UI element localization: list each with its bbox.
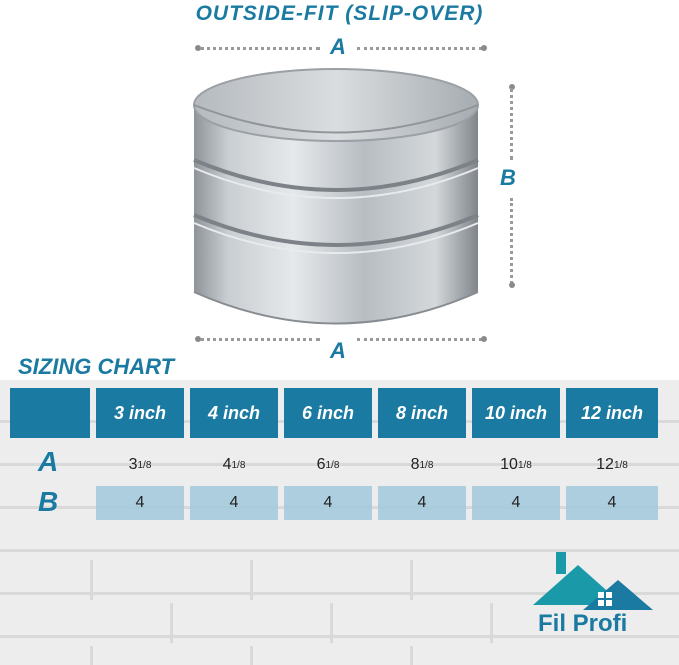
header-size-10: 10 inch (472, 388, 560, 438)
dimension-line-a-bottom-left (200, 338, 320, 341)
header-size-6: 6 inch (284, 388, 372, 438)
dimension-line-b-upper (510, 88, 513, 160)
sizing-chart-title: SIZING CHART (18, 354, 175, 379)
header-size-4: 4 inch (190, 388, 278, 438)
row-b-cell: 4 (566, 486, 658, 520)
row-b-cell: 4 (472, 486, 560, 520)
dimension-line-a-top-right (357, 47, 482, 50)
row-b-cell: 4 (190, 486, 278, 520)
header-corner-cell (10, 388, 90, 438)
row-a-cell: 6 1/8 (316, 456, 340, 473)
row-a-label: A (38, 446, 59, 477)
row-a-cell: 8 1/8 (410, 456, 434, 473)
row-a-cell: 10 1/8 (500, 456, 532, 473)
header-size-8: 8 inch (378, 388, 466, 438)
brand-name: Fil Profi (538, 610, 628, 637)
row-b-cell: 4 (96, 486, 184, 520)
row-a-cell: 3 1/8 (128, 456, 152, 473)
row-b-label: B (38, 486, 59, 517)
dimension-endcap (509, 282, 515, 288)
dimension-b-label: B (500, 165, 516, 190)
row-a-cell: 12 1/8 (596, 456, 628, 473)
dimension-line-a-top-left (200, 47, 320, 50)
row-b-cell: 4 (378, 486, 466, 520)
dimension-endcap (481, 45, 487, 51)
dimension-a-top-label: A (330, 34, 346, 59)
row-b-cell: 4 (284, 486, 372, 520)
page-title: OUTSIDE-FIT (SLIP-OVER) (195, 2, 484, 25)
header-size-12: 12 inch (566, 388, 658, 438)
duct-sleeve-image (186, 60, 486, 335)
dimension-line-a-bottom-right (357, 338, 482, 341)
header-size-3: 3 inch (96, 388, 184, 438)
dimension-line-b-lower (510, 198, 513, 284)
row-a-cell: 4 1/8 (222, 456, 246, 473)
dimension-endcap (481, 336, 487, 342)
dimension-a-bottom-label: A (330, 338, 346, 363)
